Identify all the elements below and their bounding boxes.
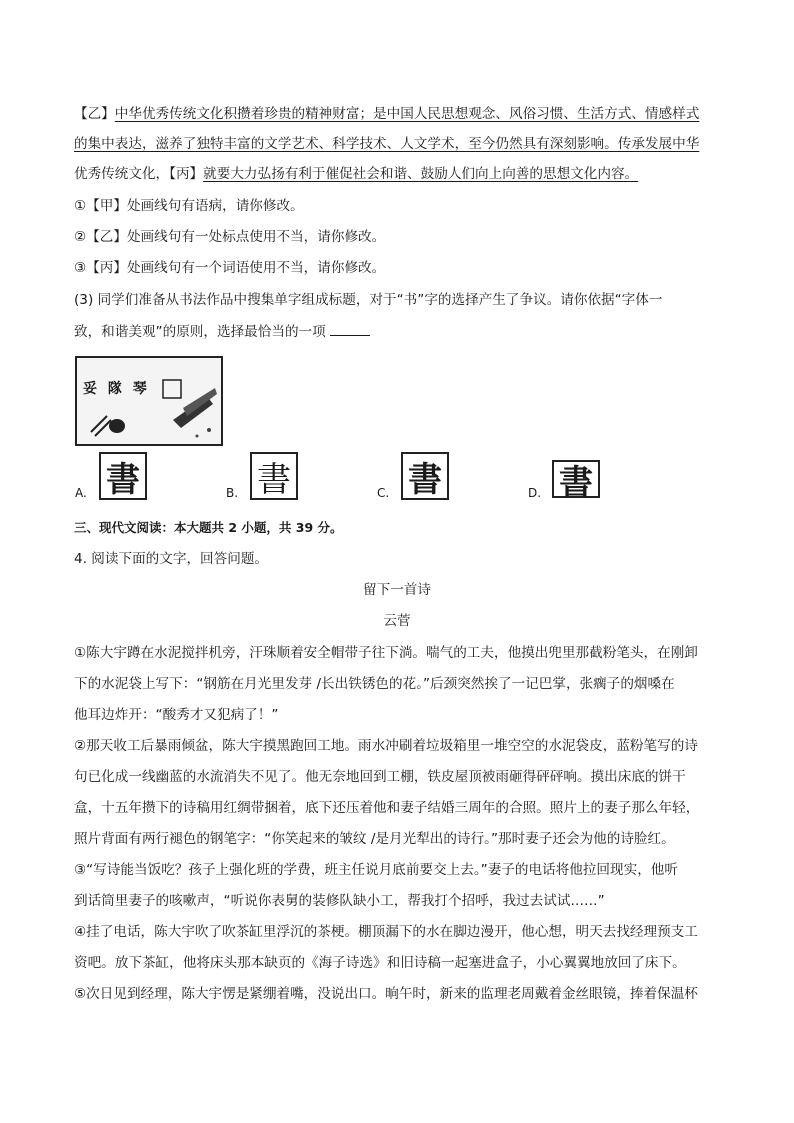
section-heading: 三、现代文阅读：本大题共 2 小题，共 39 分。	[74, 520, 343, 535]
underlined-text: 的集中表达，滋养了独特丰富的文学艺术、科学技术、人文学术，至今仍然具有深刻影响。传承发展中华	[74, 136, 700, 152]
paragraph-line: 照片背面有两行褪色的钢笔字：“你笑起来的皱纹 /是月光犁出的诗行。”那时妻子还会为他的诗脸红。	[74, 831, 675, 847]
paragraph-line: ⑤次日见到经理，陈大宇愣是紧绷着嘴，没说出口。晌午时，新来的监理老周戴着金丝眼镜，捧着保温杯	[74, 986, 698, 1002]
option-letter: B.	[226, 486, 239, 500]
poem-title: 留下一首诗	[363, 582, 431, 598]
paragraph-line: 他耳边炸开：“酸秀才又犯病了！”	[74, 707, 279, 723]
paragraph-line: 盒，十五年攒下的诗稿用红绸带捆着，底下还压着他和妻子结婚三周年的合照。照片上的妻子那么年轻，	[74, 800, 700, 816]
question-3-text: 致，和谐美观”的原则，选择最恰当的一项	[74, 324, 326, 340]
option-glyph: 書	[552, 460, 600, 498]
answer-blank	[330, 321, 370, 336]
text-segment: 优秀传统文化，【丙】	[74, 166, 204, 182]
option-letter: A.	[75, 486, 87, 500]
paragraph-line: ④挂了电话，陈大宇吹了吹茶缸里浮沉的茶梗。棚顶漏下的水在脚边漫开，他心想，明天去找经理预支工	[74, 924, 698, 940]
underlined-text: 中华优秀传统文化积攒着珍贵的精神财富；是中国人民思想观念、风俗习惯、生活方式、情感样式	[114, 106, 700, 122]
option-glyph: 書	[401, 452, 449, 500]
option-glyph: 書	[250, 452, 298, 500]
text-segment: 【乙】	[74, 106, 115, 122]
question-bing: ③【丙】处画线句有一个词语使用不当，请你修改。	[74, 260, 386, 276]
question-jia: ①【甲】处画线句有语病，请你修改。	[74, 198, 304, 214]
calligraphy-card-image	[75, 356, 223, 446]
passage-line-2	[74, 134, 722, 154]
paragraph-line: ③“写诗能当饭吃？孩子上强化班的学费，班主任说月底前要交上去。”妻子的电话将他拉回现实，他听	[74, 862, 678, 878]
question-4: 4. 阅读下面的文字，回答问题。	[74, 551, 269, 567]
option-b[interactable]	[226, 452, 376, 502]
paragraph-line: ①陈大宇蹲在水泥搅拌机旁，汗珠顺着安全帽带子往下淌。喘气的工夫，他摸出兜里那截粉笔头，在刚卸	[74, 645, 698, 661]
paragraph-line: 到话筒里妻子的咳嗽声，“听说你表舅的装修队缺小工，帮我打个招呼，我过去试试……”	[74, 893, 605, 909]
option-d[interactable]	[528, 452, 678, 502]
option-c[interactable]	[377, 452, 527, 502]
question-3-line-2	[74, 321, 722, 342]
paragraph-line: ②那天收工后暴雨倾盆，陈大宇摸黑跑回工地。雨水冲刷着垃圾箱里一堆空空的水泥袋皮，蓝粉笔写的诗	[74, 738, 698, 754]
underlined-text: 就要大力弘扬有利于催促社会和谐、鼓励人们向上向善的思想文化内容。	[203, 166, 639, 182]
question-3-line-1: (3) 同学们准备从书法作品中搜集单字组成标题，对于“书”字的选择产生了争议。请你依据“字体一	[74, 292, 663, 308]
paragraph-line: 资吧。放下茶缸，他将床头那本缺页的《海子诗选》和旧诗稿一起塞进盒子，小心翼翼地放回了床下。	[74, 955, 686, 971]
passage-line-1	[74, 104, 722, 124]
option-letter: C.	[377, 486, 390, 500]
option-glyph: 書	[99, 452, 147, 500]
author: 云菅	[383, 613, 411, 629]
card-text: 妥 隊 琴	[83, 381, 150, 397]
option-a[interactable]	[75, 452, 225, 502]
paragraph-line: 句已化成一线幽蓝的水流消失不见了。他无奈地回到工棚，铁皮屋顶被雨砸得砰砰响。摸出床底的饼干	[74, 769, 686, 785]
option-letter: D.	[528, 486, 542, 500]
paragraph-line: 下的水泥袋上写下：“钢筋在月光里发芽 /长出铁锈色的花。”后颈突然挨了一记巴掌，张瘸子的烟嗓在	[74, 676, 675, 692]
calligraphy-illustration	[77, 358, 221, 444]
passage-line-3	[74, 164, 722, 184]
question-yi: ②【乙】处画线句有一处标点使用不当，请你修改。	[74, 229, 386, 245]
